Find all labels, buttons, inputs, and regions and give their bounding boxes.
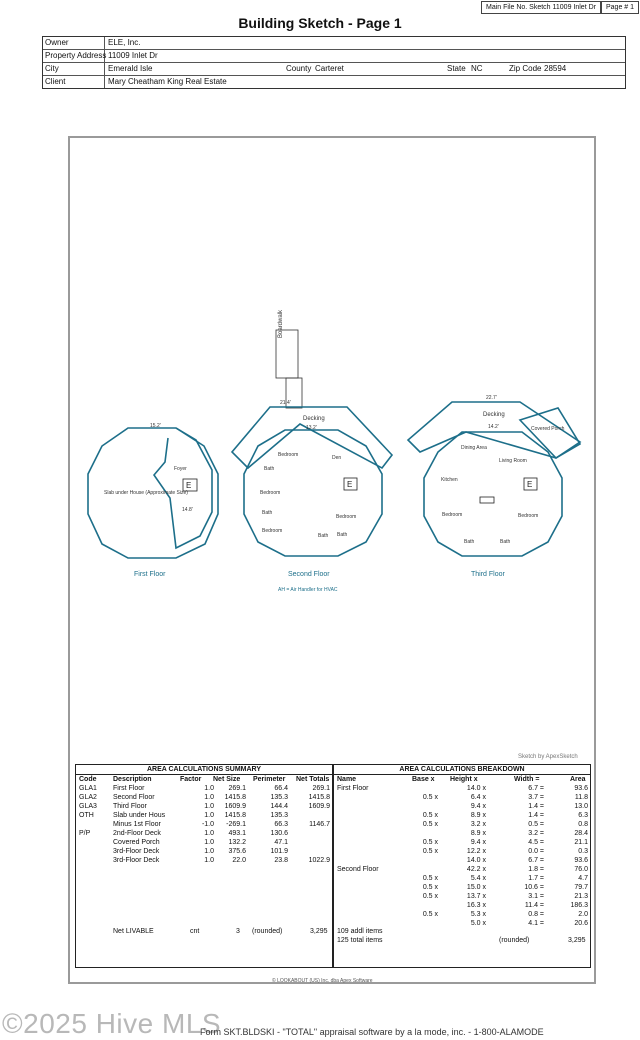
breakdown-cell: 0.5 x — [422, 821, 438, 828]
breakdown-cell: 79.7 — [574, 884, 588, 891]
software-credit: © LOOKABOUT (US) Inc. dba Apex Software — [272, 978, 373, 984]
main-file-number: Main File No. Sketch 11009 Inlet Dr — [481, 1, 601, 14]
slab-note: Slab under House (Approximate Size) — [104, 490, 188, 496]
footer-text: Form SKT.BLDSKI - "TOTAL" appraisal software by a la mode, inc. - 1-800-ALAMODE — [200, 1027, 544, 1037]
bath-label: Bath — [262, 510, 273, 516]
breakdown-cell: 0.8 — [578, 821, 588, 828]
breakdown-cell: 0.5 x — [422, 884, 438, 891]
summary-cell: 269.1 — [228, 785, 246, 792]
summary-cell: 1415.8 — [224, 812, 246, 819]
summary-cell: 375.6 — [228, 848, 246, 855]
breakdown-cell: 186.3 — [570, 902, 588, 909]
summary-cell: 1.0 — [204, 857, 214, 864]
bath-label: Bath — [500, 539, 511, 545]
breakdown-row — [334, 784, 590, 793]
summary-cell: First Floor — [113, 785, 145, 792]
summary-cell: 2nd-Floor Deck — [113, 830, 161, 837]
owner-value: ELE, Inc. — [108, 38, 141, 47]
breakdown-cell: 14.0 x — [466, 785, 486, 792]
breakdown-cell: 0.5 x — [422, 839, 438, 846]
breakdown-cell: 8.9 x — [470, 812, 486, 819]
breakdown-cell: 5.4 x — [470, 875, 486, 882]
breakdown-row — [334, 910, 590, 919]
page-title: Building Sketch - Page 1 — [238, 15, 402, 31]
breakdown-cell: 1.7 = — [528, 875, 544, 882]
summary-cell: 22.0 — [232, 857, 246, 864]
summary-cell: -1.0 — [201, 821, 214, 828]
breakdown-cell: 0.5 x — [422, 893, 438, 900]
summary-cell: 132.2 — [228, 839, 246, 846]
summary-cell: 1.0 — [204, 794, 214, 801]
breakdown-cell: 3.7 = — [528, 794, 544, 801]
breakdown-cell: 11.4 = — [524, 902, 544, 909]
breakdown-cell: 0.5 x — [422, 875, 438, 882]
summary-cell: 1022.9 — [308, 857, 330, 864]
bath-label: Bath — [464, 539, 475, 545]
living-label: Living Room — [499, 458, 527, 464]
summary-cell: 135.3 — [270, 794, 288, 801]
breakdown-cell: 20.6 — [574, 920, 588, 927]
summary-header-row: Code Description Factor Net Size Perimeter Net Totals — [79, 776, 330, 783]
address-value: 11009 Inlet Dr — [108, 51, 158, 60]
addl-items-row: 109 addl items — [337, 928, 383, 935]
breakdown-cell: 42.2 x — [466, 866, 486, 873]
summary-cell: 1.0 — [204, 848, 214, 855]
breakdown-cell: 8.9 x — [470, 830, 486, 837]
breakdown-cell: 16.3 x — [466, 902, 486, 909]
summary-cell: 1415.8 — [308, 794, 330, 801]
summary-title: AREA CALCULATIONS SUMMARY — [76, 765, 332, 775]
breakdown-title: AREA CALCULATIONS BREAKDOWN — [334, 765, 590, 775]
breakdown-cell: 3.2 = — [528, 830, 544, 837]
breakdown-cell: 3.2 x — [470, 821, 486, 828]
bath-label: Bath — [264, 466, 275, 472]
breakdown-cell: 5.3 x — [470, 911, 486, 918]
bath-label: Bath — [318, 533, 329, 539]
third-deck-label: Decking — [483, 412, 505, 418]
second-floor-caption: Second Floor — [288, 571, 330, 578]
kitchen-label: Kitchen — [441, 477, 458, 483]
dim-label: 14.8' — [182, 507, 193, 513]
summary-cell: Slab under Hous — [113, 812, 166, 819]
e-marker: E — [186, 481, 192, 490]
summary-cell: GLA2 — [79, 794, 97, 801]
city-value: Emerald Isle — [108, 64, 153, 73]
breakdown-cell: 6.7 = — [528, 785, 544, 792]
bedroom-label: Bedroom — [262, 528, 283, 534]
summary-cell: 1609.9 — [224, 803, 246, 810]
breakdown-cell: 4.7 — [578, 875, 588, 882]
breakdown-cell: 0.5 x — [422, 848, 438, 855]
breakdown-cell: 0.8 = — [528, 911, 544, 918]
breakdown-cell: 0.5 = — [528, 821, 544, 828]
summary-cell: 1146.7 — [309, 821, 330, 828]
breakdown-cell: 28.4 — [574, 830, 588, 837]
breakdown-cell: 0.5 x — [422, 911, 438, 918]
breakdown-row — [334, 811, 590, 820]
summary-cell: 1.0 — [204, 830, 214, 837]
summary-cell: Minus 1st Floor — [113, 821, 161, 828]
summary-row — [76, 802, 332, 811]
breakdown-cell: 21.3 — [574, 893, 588, 900]
state-label: State — [447, 64, 466, 73]
zip-label: Zip Code — [509, 64, 542, 73]
summary-row — [76, 856, 332, 865]
bedroom-label: Bedroom — [260, 490, 281, 496]
breakdown-cell: 12.2 x — [466, 848, 486, 855]
breakdown-cell: 0.5 x — [422, 794, 438, 801]
net-livable-row: Net LIVABLE cnt 3 (rounded) 3,295 — [113, 928, 328, 935]
summary-cell: 144.4 — [270, 803, 288, 810]
breakdown-row — [334, 847, 590, 856]
breakdown-cell: 4.5 = — [528, 839, 544, 846]
breakdown-cell: 9.4 x — [470, 839, 486, 846]
dim-label: 15.2' — [150, 423, 161, 429]
breakdown-cell: 6.3 — [578, 812, 588, 819]
summary-row — [76, 847, 332, 856]
area-breakdown-table — [333, 764, 591, 968]
summary-cell: 3rd-Floor Deck — [113, 848, 160, 855]
summary-cell: 1.0 — [204, 785, 214, 792]
breakdown-cell: First Floor — [337, 785, 369, 792]
summary-cell: Covered Porch — [113, 839, 160, 846]
bedroom-label: Bedroom — [442, 512, 463, 518]
summary-row — [76, 829, 332, 838]
breakdown-cell: Second Floor — [337, 866, 379, 873]
city-label: City — [45, 64, 59, 73]
summary-cell: 269.1 — [312, 785, 330, 792]
breakdown-row — [334, 865, 590, 874]
breakdown-cell: 93.6 — [574, 785, 588, 792]
summary-row — [76, 811, 332, 820]
first-floor-caption: First Floor — [134, 571, 166, 578]
bedroom-label: Bedroom — [336, 514, 357, 520]
breakdown-row — [334, 829, 590, 838]
breakdown-cell: 2.0 — [578, 911, 588, 918]
breakdown-cell: 5.0 x — [470, 920, 486, 927]
bedroom-label: Bedroom — [518, 513, 539, 519]
summary-cell: 66.3 — [274, 821, 288, 828]
summary-cell: 3rd-Floor Deck — [113, 857, 160, 864]
summary-cell: 1609.9 — [308, 803, 330, 810]
hive-mls-watermark: ©2025 Hive MLS — [2, 1008, 222, 1039]
breakdown-row — [334, 892, 590, 901]
state-value: NC — [471, 64, 483, 73]
page-number: Page # 1 — [601, 1, 639, 14]
ah-note: AH = Air Handler for HVAC — [278, 587, 338, 593]
e-marker: E — [347, 480, 353, 489]
client-value: Mary Cheatham King Real Estate — [108, 77, 227, 86]
owner-label: Owner — [45, 38, 69, 47]
breakdown-cell: 11.8 — [574, 794, 588, 801]
breakdown-cell: 14.0 x — [466, 857, 486, 864]
second-deck-label: Decking — [303, 416, 325, 422]
client-label: Client — [45, 77, 66, 86]
summary-cell: 47.1 — [274, 839, 288, 846]
breakdown-cell: 0.3 — [578, 848, 588, 855]
den-label: Den — [332, 455, 342, 461]
breakdown-cell: 6.7 = — [528, 857, 544, 864]
summary-cell: 493.1 — [228, 830, 246, 837]
zip-value: 28594 — [544, 64, 567, 73]
bedroom-label: Bedroom — [278, 452, 299, 458]
dining-label: Dining Area — [461, 445, 487, 451]
summary-cell: 135.3 — [270, 812, 288, 819]
breakdown-cell: 6.4 x — [470, 794, 486, 801]
breakdown-row — [334, 856, 590, 865]
dim-label: 21.4' — [280, 400, 291, 406]
summary-cell: P/P — [79, 830, 91, 837]
sketch-credit: Sketch by ApexSketch — [518, 754, 578, 760]
breakdown-cell: 4.1 = — [528, 920, 544, 927]
breakdown-header-row: Name Base x Height x Width = Area — [337, 776, 586, 783]
county-label: County — [286, 64, 312, 73]
covered-porch-label: Covered Porch — [531, 426, 565, 432]
breakdown-cell: 9.4 x — [470, 803, 486, 810]
summary-row — [76, 784, 332, 793]
breakdown-row — [334, 802, 590, 811]
breakdown-cell: 3.1 = — [528, 893, 544, 900]
breakdown-cell: 15.0 x — [466, 884, 486, 891]
summary-cell: 1.0 — [204, 812, 214, 819]
e-marker: E — [527, 480, 533, 489]
summary-cell: Third Floor — [113, 803, 147, 810]
breakdown-row — [334, 838, 590, 847]
breakdown-cell: 1.4 = — [528, 803, 544, 810]
foyer-label: Foyer — [174, 466, 187, 472]
breakdown-cell: 0.0 = — [528, 848, 544, 855]
breakdown-cell: 76.0 — [574, 866, 588, 873]
summary-cell: 130.6 — [270, 830, 288, 837]
breakdown-row — [334, 901, 590, 910]
breakdown-row — [334, 820, 590, 829]
breakdown-cell: 1.8 = — [528, 866, 544, 873]
summary-cell: Second Floor — [113, 794, 155, 801]
breakdown-cell: 13.7 x — [466, 893, 486, 900]
summary-cell: 66.4 — [274, 785, 288, 792]
summary-cell: 101.9 — [270, 848, 288, 855]
breakdown-cell: 13.0 — [574, 803, 588, 810]
boardwalk-label: Boardwalk — [278, 309, 284, 338]
breakdown-cell: 21.1 — [574, 839, 588, 846]
summary-row — [76, 838, 332, 847]
dim-label: 22.7' — [486, 395, 497, 401]
total-items-row: 125 total items (rounded) 3,295 — [337, 937, 586, 944]
summary-cell: 1.0 — [204, 803, 214, 810]
summary-cell: GLA3 — [79, 803, 97, 810]
breakdown-cell: 0.5 x — [422, 812, 438, 819]
breakdown-row — [334, 874, 590, 883]
county-value: Carteret — [315, 64, 344, 73]
third-floor-outline — [424, 432, 562, 556]
breakdown-row — [334, 793, 590, 802]
address-label: Property Address — [45, 51, 107, 60]
breakdown-cell: 93.6 — [574, 857, 588, 864]
breakdown-row — [334, 883, 590, 892]
summary-cell: OTH — [79, 812, 94, 819]
summary-cell: 1.0 — [204, 839, 214, 846]
breakdown-cell: 1.4 = — [528, 812, 544, 819]
area-summary-table — [75, 764, 333, 968]
summary-cell: GLA1 — [79, 785, 97, 792]
summary-cell: 1415.8 — [224, 794, 246, 801]
dim-label: 14.2' — [488, 424, 499, 430]
summary-row — [76, 820, 332, 829]
dim-label: 13.2' — [306, 425, 317, 431]
breakdown-cell: 10.6 = — [524, 884, 544, 891]
summary-cell: -269.1 — [226, 821, 246, 828]
third-floor-caption: Third Floor — [471, 571, 505, 578]
bath-label: Bath — [337, 532, 348, 538]
summary-row — [76, 793, 332, 802]
summary-cell: 23.8 — [274, 857, 288, 864]
